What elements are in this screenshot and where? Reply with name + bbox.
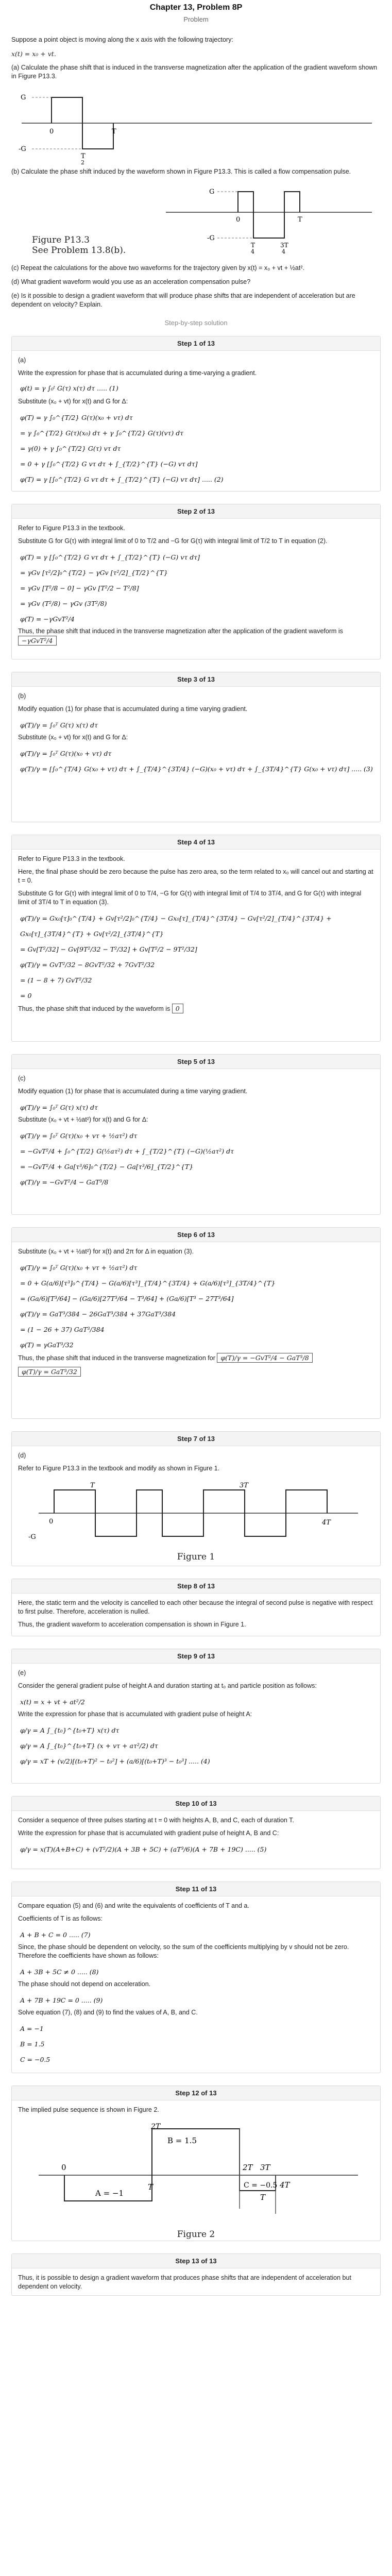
step-text: Compare equation (5) and (6) and write the equivalents of coefficients of T and a. — [18, 1902, 249, 1909]
figure-caption: Figure 1 — [177, 1552, 215, 1562]
step-conclusion: Thus, the phase shift that induced by the waveform is — [18, 1005, 171, 1012]
step-title: Step 13 of 13 — [12, 2254, 380, 2268]
step-part-label: (d) — [18, 1452, 26, 1459]
step-conclusion: Thus, the phase shift that induced in the transverse magnetization for — [18, 1354, 215, 1362]
problem-trajectory: x(t) = x₀ + vt. — [11, 50, 56, 58]
fig2-t2: 2T — [243, 2163, 253, 2172]
fig2-g-label: G — [209, 188, 215, 196]
step-title: Step 7 of 13 — [12, 1432, 380, 1446]
fig2-t3: 3T — [260, 2163, 270, 2172]
step-text: Write the expression for phase that is accumulated during a time-varying a gradient. — [18, 369, 257, 377]
fig1-t-half-label: T — [81, 152, 86, 160]
step-title: Step 8 of 13 — [12, 1579, 380, 1594]
fig2-t0-label: 0 — [236, 216, 241, 224]
fig2-tq-label: T — [251, 242, 255, 249]
fig2-neg-g-label: -G — [207, 234, 215, 242]
equation: φ(T)/γ = ∫₀ᵀ G(τ)(x₀ + vτ) dτ — [20, 750, 112, 757]
step-4 — [11, 835, 381, 1042]
step-1 — [11, 336, 381, 492]
step-part-label: (a) — [18, 357, 26, 364]
problem-part-c: (c) Repeat the calculations for the above two waveforms for the trajectory given by x(t) = x₀ + vt + ½at². — [11, 264, 304, 272]
step-text: Coefficients of T is as follows: — [18, 1915, 103, 1922]
step-text: Substitute (x₀ + vt) for x(t) and G for Δ: — [18, 398, 128, 405]
page-subtitle: Problem — [183, 15, 209, 23]
equation: φ(T)/γ = Gx₀[τ]₀^{T/4} + Gv[τ²/2]₀^{T/4} − Gx₀[τ]_{T/4}^{3T/4} − Gv[τ²/2]_{T/4}^{3T/4} + Gx₀[τ]_{3T/4}^{T} + Gv[τ²/2]_{3T/4}^{T} — [20, 914, 332, 938]
equation: = Gv[T²/32] − Gv[9T²/32 − T²/32] + Gv[T²/2 − 9T²/32] — [20, 945, 197, 953]
equation: = 0 + γ [∫₀^{T/2} G vτ dτ + ∫_{T/2}^{T} (−G) vτ dτ] — [20, 460, 198, 468]
step-conclusion: Thus, the phase shift that induced in the transverse magnetization after the application of the gradient waveform is — [18, 628, 343, 635]
step-part-label: (b) — [18, 692, 26, 700]
fig1-t0-label: 0 — [49, 128, 54, 135]
answer-box: 0 — [172, 1004, 183, 1013]
svg-text:4T: 4T — [322, 1519, 331, 1527]
equation: = (Ga/6)[T³/64] − (Ga/6)[27T³/64 − T³/64] + (Ga/6)[T³ − 27T³/64] — [20, 1295, 234, 1302]
problem-part-a: (a) Calculate the phase shift that is induced in the transverse magnetization after the application of the gradient waveform shown in Figure P13.3. — [11, 64, 378, 80]
problem-part-b: (b) Calculate the phase shift induced by the waveform shown in Figure P13.3. This is called a flow compensation pulse. — [11, 168, 351, 175]
step-text: Here, the static term and the velocity is cancelled to each other because the integral of second pulse is negative with respect to first pulse. Therefore, acceleration is nulled. — [18, 1599, 373, 1615]
equation: φ(T)/γ = ∫₀ᵀ G(τ) x(τ) dτ — [20, 1104, 98, 1111]
step-5 — [11, 1054, 381, 1215]
svg-text:T: T — [90, 1482, 95, 1489]
step-part-label: (e) — [18, 1669, 26, 1676]
step-title: Step 5 of 13 — [12, 1055, 380, 1069]
equation: = (1 − 8 + 7) GvT²/32 — [20, 976, 92, 984]
equation: = 0 + G(a/6)[τ³]₀^{T/4} − G(a/6)[τ³]_{T/4}^{3T/4} + G(a/6)[τ³]_{3T/4}^{T} — [20, 1279, 276, 1287]
step-3 — [11, 672, 381, 822]
step-text: Consider a sequence of three pulses starting at t = 0 with heights A, B, and C, each of duration T. — [18, 1817, 294, 1824]
step-text: Substitute (x₀ + vt + ½at²) for x(t) and 2π for Δ in equation (3). — [18, 1248, 194, 1255]
equation: φ(T)/γ = ∫₀ᵀ G(τ)(x₀ + vτ + ½aτ²) dτ — [20, 1264, 138, 1272]
step-by-step-link[interactable]: Step-by-step solution — [164, 319, 228, 327]
step-text: Substitute G for G(τ) with integral limit of 0 to T/4, −G for G(τ) with integral limit of T/4 to 3T/4, and G for G(τ) with integral limit of 3T/4 to T in equation (3). — [18, 890, 362, 906]
equation: φ(T)/γ = GaT³/384 − 26GaT³/384 + 37GaT³/384 — [20, 1310, 176, 1318]
figure-flow-compensation — [11, 181, 381, 264]
equation: A = −1 — [20, 2025, 44, 2032]
equation: φ/γ = A ∫_{t₀}^{t₀+T} (x + vτ + aτ²/2) dτ — [20, 1742, 158, 1750]
fig2-tt: T — [260, 2193, 266, 2202]
step-title: Step 9 of 13 — [12, 1649, 380, 1664]
equation: φ(T) = γGaT³/32 — [20, 1341, 74, 1349]
equation: φ(T)/γ = GvT²/32 − 8GvT²/32 + 7GvT²/32 — [20, 961, 155, 969]
fig2-t2t: 2T — [151, 2123, 161, 2131]
step-title: Step 11 of 13 — [12, 1882, 380, 1896]
equation: x(t) = x + vt + at²/2 — [20, 1698, 85, 1706]
step-text: Refer to Figure P13.3 in the textbook and modify as shown in Figure 1. — [18, 1465, 220, 1472]
equation: = −GvT²/4 + Ga[τ³/6]₀^{T/2} − Ga[τ³/6]_{T/2}^{T} — [20, 1163, 194, 1171]
step-text: Write the expression for phase that is accumulated with gradient pulse of height A, B and C: — [18, 1829, 279, 1837]
step-text: The implied pulse sequence is shown in Figure 2. — [18, 2106, 159, 2113]
problem-part-d: (d) What gradient waveform would you use as an acceleration compensation pulse? — [11, 278, 251, 285]
step-text: Write the expression for phase that is accumulated with gradient pulse of height A: — [18, 1710, 252, 1718]
step-13 — [11, 2253, 381, 2296]
equation: φ(T) = γ ∫₀^{T/2} G(τ)(x₀ + vτ) dτ — [20, 414, 133, 421]
figure-1-acceleration-waveform — [18, 1477, 368, 1549]
figure-p13-3-waveform — [11, 87, 381, 164]
step-9 — [11, 1649, 381, 1784]
fig2-t-label: T — [298, 216, 302, 224]
step-text: Substitute (x₀ + vt) for x(t) and G for Δ: — [18, 734, 128, 741]
figure-caption-2: See Problem 13.8(b). — [32, 245, 126, 256]
equation: = γ ∫₀^{T/2} G(τ)(x₀) dτ + γ ∫₀^{T/2} G(τ)(vτ) dτ — [20, 429, 184, 437]
fig2-t0: 0 — [61, 2163, 66, 2172]
figure-2-pulse-sequence — [18, 2119, 368, 2227]
step-text: Since, the phase should be dependent on velocity, so the sum of the coefficients multiplying by v should not be zero. Therefore the coefficients have shown as follows: — [18, 1943, 349, 1959]
step-10 — [11, 1796, 381, 1869]
step-title: Step 3 of 13 — [12, 672, 380, 687]
step-text: Refer to Figure P13.3 in the textbook. — [18, 855, 125, 862]
step-text: The phase should not depend on acceleration. — [18, 1980, 151, 1988]
step-text: Modify equation (1) for phase that is accumulated during a time varying gradient. — [18, 705, 248, 713]
fig2-t4: 4T — [280, 2180, 290, 2190]
problem-statement — [0, 23, 392, 309]
equation: = γGv [τ²/2]₀^{T/2} − γGv [τ²/2]_{T/2}^{T} — [20, 569, 168, 577]
fig1-g-label: G — [21, 94, 26, 101]
step-title: Step 1 of 13 — [12, 336, 380, 351]
svg-text:3T: 3T — [240, 1482, 248, 1489]
equation: = 0 — [20, 992, 32, 999]
fig2-c-label: C = −0.5 — [244, 2181, 278, 2190]
step-part-label: (c) — [18, 1075, 26, 1082]
equation: = γGv [T²/8 − 0] − γGv [T²/2 − T²/8] — [20, 584, 139, 592]
answer-box: −γGvT²/4 — [18, 636, 57, 646]
step-text: Consider the general gradient pulse of height A and duration starting at t₀ and particle position as follows: — [18, 1682, 317, 1689]
equation: φ(T) = −γGvT²/4 — [20, 615, 75, 623]
equation: B = 1.5 — [20, 2040, 45, 2048]
step-2 — [11, 504, 381, 659]
step-11 — [11, 1882, 381, 2073]
answer-box: φ(T)/γ = −GvT²/4 − GaT³/8 — [217, 1353, 312, 1363]
equation: A + 7B + 19C = 0 ..... (9) — [20, 1996, 103, 2004]
equation: φ(T)/γ = ∫₀ᵀ G(τ) x(τ) dτ — [20, 721, 98, 729]
equation: φ(T)/γ = [∫₀^{T/4} G(x₀ + vτ) dτ + ∫_{T/4}^{3T/4} (−G)(x₀ + vτ) dτ + ∫_{3T/4}^{T} G(x₀ + vτ) dτ] ..... (3) — [20, 765, 373, 773]
equation: A + 3B + 5C ≠ 0 ..... (8) — [20, 1968, 99, 1976]
problem-intro: Suppose a point object is moving along the x axis with the following trajectory: — [11, 36, 233, 43]
equation: φ(t) = γ ∫₀ᵗ G(τ) x(τ) dτ ..... (1) — [20, 384, 118, 392]
equation: φ(T)/γ = ∫₀ᵀ G(τ)(x₀ + vτ + ½aτ²) dτ — [20, 1132, 138, 1140]
step-title: Step 4 of 13 — [12, 835, 380, 850]
equation: φ/γ = xT + (v/2)[(t₀+T)² − t₀²] + (a/6)[(t₀+T)³ − t₀³] ..... (4) — [20, 1757, 210, 1765]
step-title: Step 10 of 13 — [12, 1797, 380, 1811]
equation: φ(T) = γ [∫₀^{T/2} G vτ dτ + ∫_{T/2}^{T} (−G) vτ dτ] ..... (2) — [20, 476, 224, 483]
problem-part-e: (e) Is it possible to design a gradient waveform that will produce phase shifts that are independent of acceleration but are dependent on velocity? Explain. — [11, 292, 355, 308]
step-text: Here, the final phase should be zero because the pulse has zero area, so the term related to x₀ will cancel out and starting at t = 0. — [18, 868, 373, 884]
fig1-t-half-den: 2 — [81, 159, 84, 164]
fig2-tqq-den: 4 — [282, 248, 285, 255]
step-8 — [11, 1579, 381, 1636]
page-title: Chapter 13, Problem 8P — [149, 3, 243, 12]
equation: φ/γ = A ∫_{t₀}^{t₀+T} x(τ) dτ — [20, 1726, 120, 1734]
step-7 — [11, 1431, 381, 1566]
step-text: Modify equation (1) for phase that is accumulated during a time varying gradient. — [18, 1088, 248, 1095]
step-text: Thus, the gradient waveform to acceleration compensation is shown in Figure 1. — [18, 1621, 246, 1628]
figure-caption-1: Figure P13.3 — [32, 235, 90, 245]
step-text: Solve equation (7), (8) and (9) to find the values of A, B, and C. — [18, 2009, 198, 2016]
figure-caption: Figure 2 — [177, 2229, 215, 2240]
step-title: Step 2 of 13 — [12, 504, 380, 519]
equation: φ/γ = x(T)(A+B+C) + (vT²/2)(A + 3B + 5C) + (aT³/6)(A + 7B + 19C) ..... (5) — [20, 1845, 267, 1853]
step-text: Substitute G for G(τ) with integral limit of 0 to T/2 and −G for G(τ) with integral limit of T/2 to T in equation (2). — [18, 537, 328, 545]
step-title: Step 12 of 13 — [12, 2086, 380, 2100]
fig2-b-label: B = 1.5 — [167, 2136, 197, 2145]
fig2-tq-den: 4 — [251, 248, 254, 255]
fig2-t1: T — [148, 2182, 154, 2192]
fig1-t-label: T — [112, 128, 116, 135]
equation: φ(T) = γ [∫₀^{T/2} G vτ dτ + ∫_{T/2}^{T} (−G) vτ dτ] — [20, 553, 200, 561]
step-12 — [11, 2086, 381, 2241]
step-6 — [11, 1227, 381, 1419]
svg-text:0: 0 — [49, 1518, 54, 1526]
equation: = (1 − 26 + 37) GaT³/384 — [20, 1326, 105, 1333]
equation: A + B + C = 0 ..... (7) — [20, 1931, 91, 1939]
fig1-neg-g-label: -G — [19, 145, 26, 153]
step-text: Refer to Figure P13.3 in the textbook. — [18, 524, 125, 532]
fig2-tqq-label: 3T — [280, 242, 288, 249]
equation: φ(T)/γ = −GvT²/4 − GaT³/8 — [20, 1178, 109, 1186]
step-text: Thus, it is possible to design a gradient waveform that produces phase shifts that are independent of acceleration but dependent on velocity. — [18, 2274, 351, 2290]
equation: = γ(0) + γ ∫₀^{T/2} G(τ) vτ dτ — [20, 445, 121, 452]
svg-text:-G: -G — [28, 1533, 36, 1541]
step-title: Step 6 of 13 — [12, 1228, 380, 1242]
answer-box-2: φ(T)/γ = GaT³/32 — [18, 1367, 81, 1377]
equation: C = −0.5 — [20, 2056, 50, 2063]
header — [0, 0, 392, 23]
step-text: Substitute (x₀ + vt + ½at²) for x(t) and G for Δ: — [18, 1116, 148, 1123]
equation: = −GvT²/4 + ∫₀^{T/2} G(½aτ²) dτ + ∫_{T/2}^{T} (−G)(½aτ²) dτ — [20, 1147, 234, 1155]
equation: = γGv (T²/8) − γGv (3T²/8) — [20, 600, 107, 607]
fig2-a-label: A = −1 — [95, 2189, 124, 2198]
